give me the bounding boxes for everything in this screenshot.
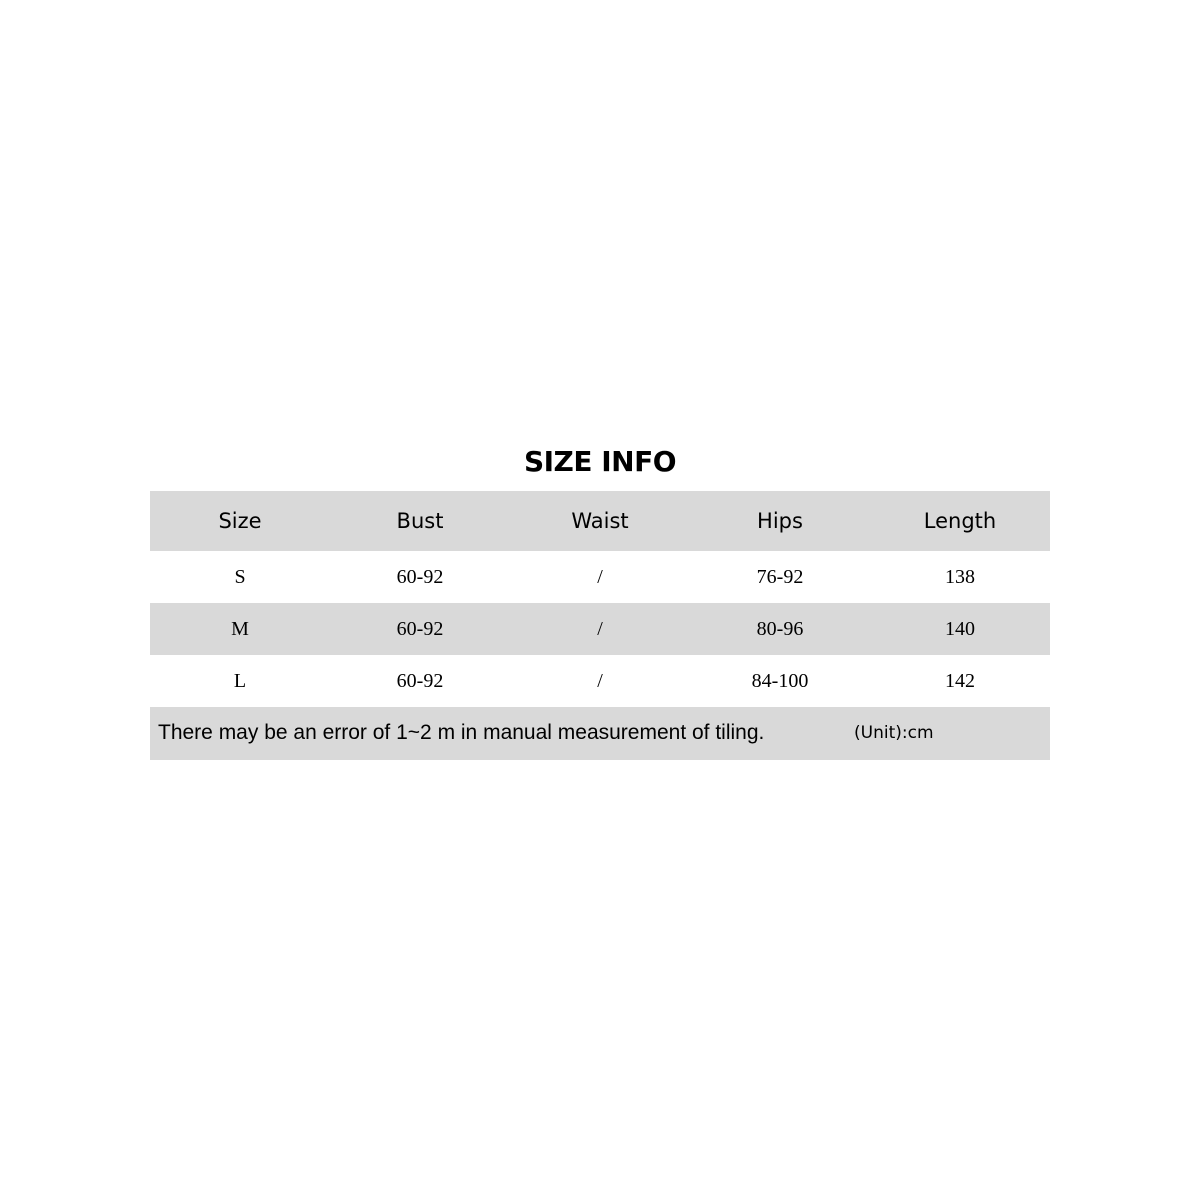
page-title: SIZE INFO bbox=[523, 445, 677, 478]
size-table bbox=[150, 491, 1050, 760]
cell-length: 138 bbox=[945, 565, 975, 588]
cell-bust: 60-92 bbox=[396, 617, 444, 640]
column-header-waist: Waist bbox=[571, 509, 629, 533]
cell-hips: 80-96 bbox=[756, 617, 804, 640]
cell-bust: 60-92 bbox=[396, 565, 444, 588]
cell-waist: / bbox=[597, 617, 603, 640]
cell-hips: 84-100 bbox=[751, 669, 809, 692]
cell-size: S bbox=[234, 565, 246, 588]
table-footer-note-row bbox=[150, 707, 1050, 760]
table-row bbox=[150, 603, 1050, 655]
cell-waist: / bbox=[597, 669, 603, 692]
cell-hips: 76-92 bbox=[756, 565, 804, 588]
unit-label: (Unit):cm bbox=[854, 723, 934, 743]
measurement-note: There may be an error of 1~2 m in manual measurement of tiling. bbox=[158, 721, 765, 744]
cell-size: M bbox=[231, 617, 249, 640]
table-row bbox=[150, 551, 1050, 603]
cell-waist: / bbox=[597, 565, 603, 588]
table-row bbox=[150, 655, 1050, 707]
cell-length: 142 bbox=[945, 669, 975, 692]
column-header-size: Size bbox=[218, 509, 262, 533]
cell-length: 140 bbox=[945, 617, 975, 640]
cell-bust: 60-92 bbox=[396, 669, 444, 692]
column-header-hips: Hips bbox=[757, 509, 803, 533]
column-header-bust: Bust bbox=[396, 509, 444, 533]
cell-size: L bbox=[233, 669, 247, 692]
column-header-length: Length bbox=[923, 509, 997, 533]
table-header-row bbox=[150, 491, 1050, 551]
